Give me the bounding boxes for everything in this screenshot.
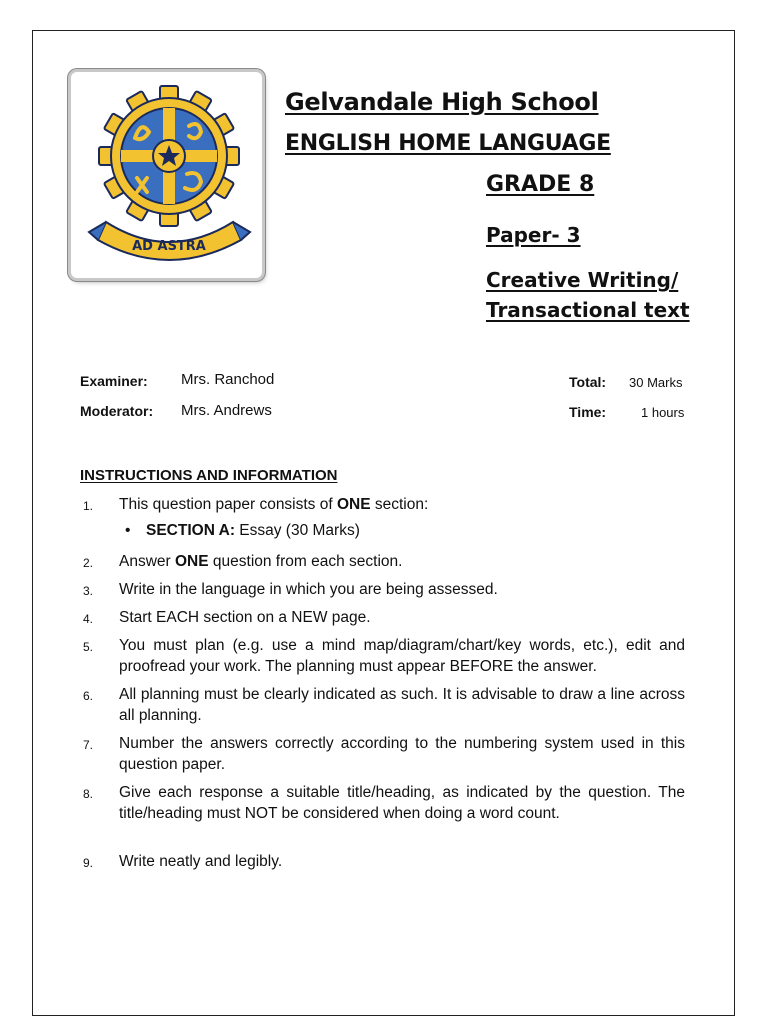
item-number: 8. bbox=[83, 787, 94, 801]
total-label: Total: bbox=[569, 374, 607, 390]
grade-label: GRADE 8 bbox=[486, 172, 595, 197]
instructions-title: INSTRUCTIONS AND INFORMATION bbox=[80, 467, 338, 484]
moderator-label: Moderator: bbox=[80, 403, 154, 419]
time-value: 1 hours bbox=[641, 405, 685, 420]
item-number: 5. bbox=[83, 640, 94, 654]
paper-type-line1: Creative Writing/ bbox=[486, 268, 679, 292]
instruction-item: 2. Answer ONE question from each section. bbox=[80, 551, 685, 572]
instruction-item: 1. This question paper consists of ONE section: bbox=[80, 494, 685, 515]
crest-motto: AD ASTRA bbox=[132, 239, 206, 254]
item-number: 6. bbox=[83, 689, 94, 703]
instruction-item: 4. Start EACH section on a NEW page. bbox=[80, 607, 685, 628]
instruction-item: 7. Number the answers correctly according to the numbering system used in this question paper. bbox=[83, 735, 685, 773]
paper-type-line2: Transactional text bbox=[486, 298, 690, 322]
paper-label: Paper- 3 bbox=[486, 223, 581, 247]
bullet-icon: • bbox=[125, 522, 131, 539]
total-value: 30 Marks bbox=[629, 375, 683, 390]
time-label: Time: bbox=[569, 404, 607, 420]
school-crest-logo bbox=[71, 72, 262, 278]
subject-title: ENGLISH HOME LANGUAGE bbox=[285, 131, 611, 156]
item-number: 2. bbox=[83, 556, 94, 570]
instruction-item: 3. Write in the language in which you are being assessed. bbox=[80, 579, 685, 600]
instruction-item: 8. Give each response a suitable title/heading, as indicated by the question. The title/heading must NOT be considered when doing a word count. bbox=[83, 784, 685, 822]
instruction-item: 6. All planning must be clearly indicated as such. It is advisable to draw a line across all planning. bbox=[83, 686, 685, 724]
paper-type bbox=[486, 265, 690, 325]
examiner-value: Mrs. Ranchod bbox=[181, 371, 275, 388]
examiner-label: Examiner: bbox=[80, 373, 148, 389]
item-number: 4. bbox=[83, 612, 94, 626]
crest-icon bbox=[71, 72, 262, 278]
instruction-item: 5. You must plan (e.g. use a mind map/diagram/chart/key words, etc.), edit and proofread your work. The planning must appear BEFORE the answer. bbox=[83, 637, 685, 675]
item-number: 3. bbox=[83, 584, 94, 598]
item-number: 9. bbox=[83, 856, 94, 870]
school-name: Gelvandale High School bbox=[285, 88, 599, 116]
item-number: 7. bbox=[83, 738, 94, 752]
item-number: 1. bbox=[83, 499, 94, 513]
instruction-sub-item: • SECTION A: Essay (30 Marks) bbox=[125, 522, 360, 539]
instruction-item: 9. Write neatly and legibly. bbox=[80, 851, 685, 872]
moderator-value: Mrs. Andrews bbox=[181, 402, 272, 419]
